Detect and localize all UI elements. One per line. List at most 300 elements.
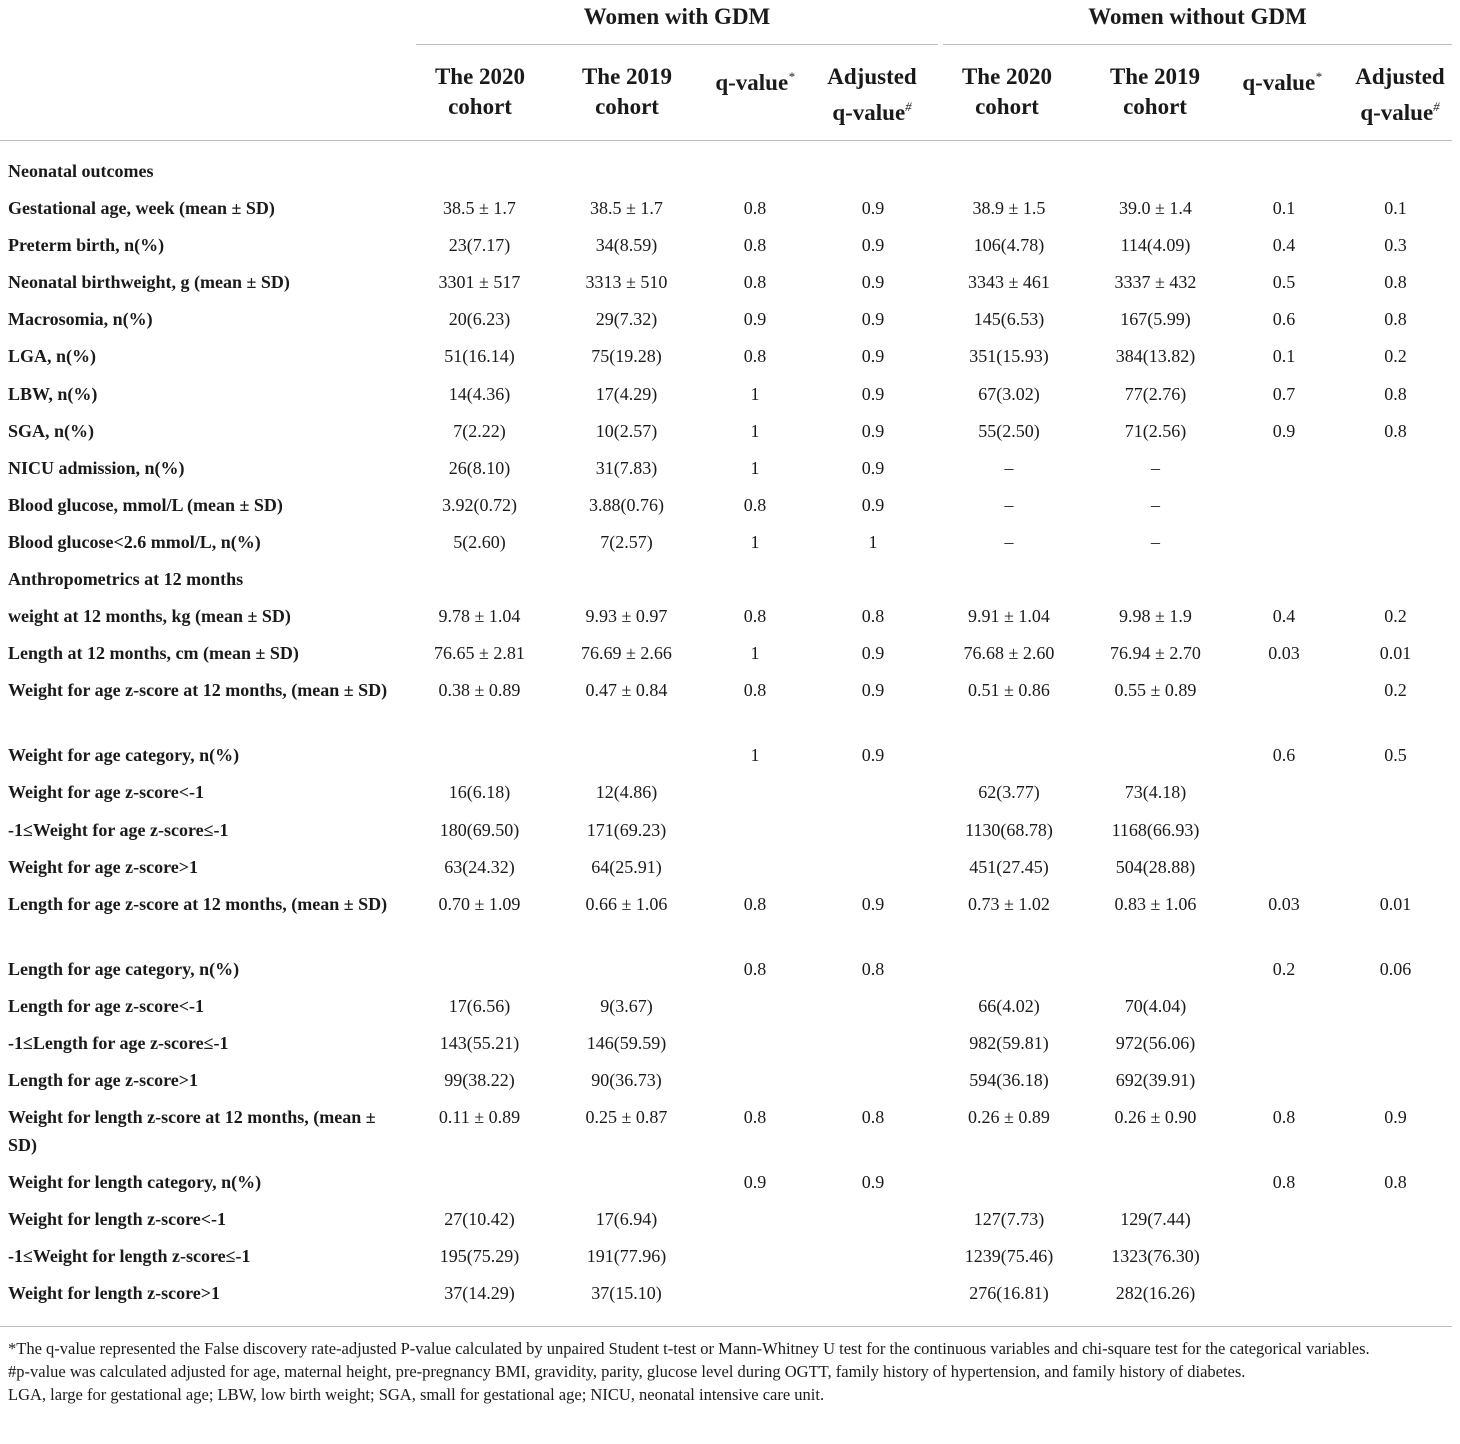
footnote-adjusted: #p-value was calculated adjusted for age, maternal height, pre-pregnancy BMI, gravidity, parity, glucose level during OGTT, family history of hypertension, and family history of diabetes. xyxy=(8,1362,1246,1381)
table-cell xyxy=(700,1238,810,1275)
table-cell: 3313 ± 510 xyxy=(585,272,668,293)
row-label: Weight for age z-score at 12 months, (mean ± SD) xyxy=(8,680,388,701)
row-label: -1≤Length for age z-score≤-1 xyxy=(8,1032,229,1053)
table-cell xyxy=(406,561,553,598)
table-cell: 0.25 ± 0.87 xyxy=(585,1107,668,1128)
table-cell: 0.5 xyxy=(1272,272,1296,293)
table-cell: 0.9 xyxy=(861,235,885,256)
table-cell: 0.9 xyxy=(861,383,885,404)
table-cell: 0.6 xyxy=(1272,309,1296,330)
table-cell: 0.2 xyxy=(1272,958,1296,979)
table-cell xyxy=(1339,812,1452,849)
table-cell: 114(4.09) xyxy=(1120,235,1191,256)
row-label: Weight for length z-score>1 xyxy=(8,1283,221,1304)
table-cell: 276(16.81) xyxy=(969,1283,1049,1304)
table-row xyxy=(0,849,1452,886)
table-cell xyxy=(810,1201,936,1238)
table-cell xyxy=(553,1164,700,1201)
table-cell: 0.9 xyxy=(861,643,885,664)
table-cell: 0.8 xyxy=(743,958,767,979)
table-row xyxy=(0,561,1452,598)
table-cell: 0.9 xyxy=(861,745,885,766)
table-cell: – xyxy=(1151,531,1160,552)
column-header-line1: The 2020 xyxy=(434,64,526,89)
table-cell: 0.4 xyxy=(1272,606,1296,627)
table-row xyxy=(0,812,1452,849)
table-row xyxy=(0,737,1452,774)
table-cell xyxy=(810,988,936,1025)
table-cell xyxy=(1339,1275,1452,1312)
table-cell xyxy=(1339,1201,1452,1238)
row-label: LGA, n(%) xyxy=(8,346,97,367)
column-header xyxy=(405,62,555,122)
table-cell xyxy=(1339,450,1452,487)
table-cell: 0.47 ± 0.84 xyxy=(585,680,668,701)
table-cell xyxy=(1229,1025,1339,1062)
data-table xyxy=(0,153,1452,1312)
table-cell: 1239(75.46) xyxy=(964,1246,1054,1267)
row-label: Macrosomia, n(%) xyxy=(8,309,153,330)
table-cell xyxy=(1082,737,1229,774)
table-cell xyxy=(553,951,700,988)
table-cell: 0.3 xyxy=(1384,235,1407,256)
table-cell: 17(6.56) xyxy=(448,995,511,1016)
table-cell xyxy=(1339,1062,1452,1099)
table-cell xyxy=(700,1062,810,1099)
table-cell: 0.06 xyxy=(1379,958,1412,979)
row-label: Preterm birth, n(%) xyxy=(8,235,165,256)
table-row xyxy=(0,672,1452,737)
table-cell: 99(38.22) xyxy=(444,1069,515,1090)
table-cell xyxy=(700,153,810,190)
table-cell: 0.2 xyxy=(1384,606,1407,627)
row-label: Blood glucose, mmol/L (mean ± SD) xyxy=(8,494,283,515)
table-cell: 0.11 ± 0.89 xyxy=(438,1107,521,1128)
table-cell xyxy=(1339,153,1452,190)
table-cell xyxy=(1229,849,1339,886)
column-header xyxy=(932,62,1082,122)
table-cell: 9(3.67) xyxy=(600,995,653,1016)
table-cell: 0.03 xyxy=(1268,893,1300,914)
table-cell: 51(16.14) xyxy=(444,346,515,367)
table-cell: 692(39.91) xyxy=(1115,1069,1196,1090)
table-cell xyxy=(810,1062,936,1099)
table-row xyxy=(0,951,1452,988)
table-cell: 0.2 xyxy=(1384,346,1407,367)
column-header-line2: cohort xyxy=(1123,94,1187,119)
table-cell: 5(2.60) xyxy=(453,531,506,552)
table-cell: 1168(66.93) xyxy=(1111,819,1200,840)
table-cell: 20(6.23) xyxy=(448,309,511,330)
table-cell: 1 xyxy=(750,457,760,478)
table-cell xyxy=(810,1238,936,1275)
table-cell: 0.8 xyxy=(1272,1107,1296,1128)
table-cell: 76.94 ± 2.70 xyxy=(1110,643,1201,664)
table-cell xyxy=(700,988,810,1025)
table-cell: 0.9 xyxy=(743,309,767,330)
table-cell xyxy=(1082,1164,1229,1201)
column-header xyxy=(797,62,947,128)
table-cell: 77(2.76) xyxy=(1124,383,1187,404)
table-cell: 0.8 xyxy=(861,1107,885,1128)
row-label: Anthropometrics at 12 months xyxy=(8,569,244,590)
table-cell: 0.8 xyxy=(1384,383,1407,404)
table-cell: 0.26 ± 0.90 xyxy=(1114,1107,1197,1128)
table-cell: 0.8 xyxy=(1384,1172,1407,1193)
table-cell: 0.9 xyxy=(861,1172,885,1193)
footnote-abbreviations: LGA, large for gestational age; LBW, low birth weight; SGA, small for gestational age; NICU, neonatal intensive care unit. xyxy=(8,1385,825,1404)
table-cell: 0.8 xyxy=(861,958,885,979)
table-cell: – xyxy=(1004,494,1014,515)
column-header-line1: The 2020 xyxy=(961,64,1053,89)
table-cell: 0.9 xyxy=(743,1172,767,1193)
table-row xyxy=(0,338,1452,375)
table-cell: 0.01 xyxy=(1379,643,1412,664)
group-header-without-gdm: Women without GDM xyxy=(1088,4,1307,29)
table-row xyxy=(0,1275,1452,1312)
table-cell: 0.55 ± 0.89 xyxy=(1114,680,1197,701)
table-cell: – xyxy=(1151,457,1160,478)
table-cell: 14(4.36) xyxy=(448,383,511,404)
table-cell: – xyxy=(1151,494,1160,515)
column-header-line1: q-value xyxy=(715,70,789,95)
table-cell: 1323(76.30) xyxy=(1111,1246,1200,1267)
table-cell: 0.8 xyxy=(1384,309,1407,330)
footnote-q-value: *The q-value represented the False discovery rate-adjusted P-value calculated by unpaired Student t-test or Mann-Whitney U test for the continuous variables and chi-square test for the categorical variables. xyxy=(8,1339,1370,1358)
table-row xyxy=(0,376,1452,413)
table-cell xyxy=(810,1025,936,1062)
table-cell: 0.9 xyxy=(861,272,885,293)
row-label: SGA, n(%) xyxy=(8,420,95,441)
table-cell: 39.0 ± 1.4 xyxy=(1119,198,1192,219)
table-cell xyxy=(1339,849,1452,886)
table-cell xyxy=(1082,561,1229,598)
table-cell: 0.8 xyxy=(743,494,767,515)
table-cell: 0.9 xyxy=(861,457,885,478)
table-row xyxy=(0,1025,1452,1062)
table-cell: 145(6.53) xyxy=(973,309,1045,330)
table-cell: 9.78 ± 1.04 xyxy=(438,606,521,627)
table-row xyxy=(0,1201,1452,1238)
row-label: Blood glucose<2.6 mmol/L, n(%) xyxy=(8,531,261,552)
table-cell: 3.92(0.72) xyxy=(442,494,517,515)
table-cell: 282(16.26) xyxy=(1115,1283,1196,1304)
table-cell: 0.8 xyxy=(743,198,767,219)
table-cell: 55(2.50) xyxy=(978,420,1040,441)
table-cell: 9.93 ± 0.97 xyxy=(585,606,668,627)
table-row xyxy=(0,450,1452,487)
table-cell: 0.8 xyxy=(743,346,767,367)
table-cell xyxy=(1339,1025,1452,1062)
table-cell: 17(4.29) xyxy=(595,383,658,404)
table-cell: 0.9 xyxy=(861,198,885,219)
table-cell xyxy=(1082,153,1229,190)
table-cell: 1 xyxy=(750,383,760,404)
table-cell xyxy=(810,774,936,811)
table-cell xyxy=(406,153,553,190)
table-cell: 3337 ± 432 xyxy=(1114,272,1197,293)
table-cell xyxy=(936,1164,1082,1201)
table-cell: 23(7.17) xyxy=(448,235,511,256)
column-header-line2: cohort xyxy=(595,94,659,119)
table-cell: 127(7.73) xyxy=(973,1209,1045,1230)
table-cell: 0.9 xyxy=(1272,420,1296,441)
table-cell: 0.9 xyxy=(861,309,885,330)
table-row xyxy=(0,1238,1452,1275)
row-label: Neonatal birthweight, g (mean ± SD) xyxy=(8,272,290,293)
table-cell xyxy=(1229,1275,1339,1312)
table-cell: 38.5 ± 1.7 xyxy=(590,198,663,219)
table-row xyxy=(0,487,1452,524)
table-cell: 1 xyxy=(750,420,760,441)
table-cell: 76.68 ± 2.60 xyxy=(963,643,1055,664)
table-cell: 3.88(0.76) xyxy=(589,494,664,515)
row-label: NICU admission, n(%) xyxy=(8,457,185,478)
table-row xyxy=(0,598,1452,635)
column-header-line2: cohort xyxy=(975,94,1039,119)
group-header-with-gdm: Women with GDM xyxy=(583,4,771,29)
table-cell xyxy=(810,849,936,886)
table-cell: 38.9 ± 1.5 xyxy=(972,198,1046,219)
table-cell: 195(75.29) xyxy=(439,1246,520,1267)
table-cell xyxy=(936,561,1082,598)
table-cell: 75(19.28) xyxy=(591,346,662,367)
table-cell: 0.6 xyxy=(1272,745,1296,766)
table-cell xyxy=(1229,561,1339,598)
column-header-line1: The 2019 xyxy=(581,64,673,89)
table-cell: 0.9 xyxy=(861,680,885,701)
table-cell: 1 xyxy=(750,643,760,664)
table-cell xyxy=(810,561,936,598)
table-cell: 70(4.04) xyxy=(1124,995,1187,1016)
table-cell: 9.98 ± 1.9 xyxy=(1119,606,1192,627)
table-cell xyxy=(700,774,810,811)
table-cell: 0.8 xyxy=(743,272,767,293)
table-cell: – xyxy=(1004,531,1014,552)
table-row xyxy=(0,774,1452,811)
row-label: Weight for length z-score at 12 months, (mean ± SD) xyxy=(8,1107,376,1156)
table-row xyxy=(0,227,1452,264)
table-cell: 0.8 xyxy=(743,1107,767,1128)
table-cell xyxy=(1229,487,1339,524)
row-label: Length for age z-score<-1 xyxy=(8,995,205,1016)
row-label: Weight for length category, n(%) xyxy=(8,1172,262,1193)
footnotes xyxy=(8,1337,1453,1406)
column-header-line1: q-value xyxy=(1242,70,1316,95)
table-cell xyxy=(700,1201,810,1238)
table-cell: 0.9 xyxy=(1384,1107,1407,1128)
table-cell: 0.01 xyxy=(1379,893,1412,914)
table-cell xyxy=(406,951,553,988)
table-row xyxy=(0,635,1452,672)
table-cell: 0.9 xyxy=(861,893,885,914)
table-cell: 0.38 ± 0.89 xyxy=(438,680,521,701)
table-cell: 0.1 xyxy=(1384,198,1407,219)
table-cell: 384(13.82) xyxy=(1115,346,1196,367)
row-label: Neonatal outcomes xyxy=(8,161,154,181)
table-cell: 129(7.44) xyxy=(1120,1209,1191,1230)
table-cell: 180(69.50) xyxy=(439,819,520,840)
table-cell: 71(2.56) xyxy=(1124,420,1187,441)
table-cell xyxy=(1339,561,1452,598)
group-rule-right xyxy=(943,44,1452,45)
table-cell: 7(2.22) xyxy=(453,420,506,441)
column-header xyxy=(1325,62,1460,128)
row-label: Weight for age category, n(%) xyxy=(8,745,240,766)
table-cell: 146(59.59) xyxy=(586,1032,667,1053)
table-cell: 0.70 ± 1.09 xyxy=(438,893,521,914)
table-cell xyxy=(1082,951,1229,988)
table-cell xyxy=(810,1275,936,1312)
table-cell: 7(2.57) xyxy=(600,531,653,552)
table-cell: 62(3.77) xyxy=(978,782,1040,803)
row-label: Weight for length z-score<-1 xyxy=(8,1209,227,1230)
table-row xyxy=(0,1062,1452,1099)
table-cell: 3343 ± 461 xyxy=(968,272,1050,293)
table-cell: 63(24.32) xyxy=(444,856,515,877)
table-cell: 0.5 xyxy=(1384,745,1407,766)
row-label: Length at 12 months, cm (mean ± SD) xyxy=(8,643,299,664)
column-header-line2: q-value xyxy=(1360,100,1434,125)
table-cell: 3301 ± 517 xyxy=(438,272,521,293)
row-label: Gestational age, week (mean ± SD) xyxy=(8,198,275,219)
row-label: -1≤Weight for age z-score≤-1 xyxy=(8,819,229,840)
table-cell xyxy=(810,812,936,849)
table-cell: 12(4.86) xyxy=(595,782,658,803)
table-cell: 106(4.78) xyxy=(973,235,1045,256)
table-cell: 31(7.83) xyxy=(595,457,658,478)
footer-divider xyxy=(0,1326,1452,1327)
column-header-line1: Adjusted xyxy=(827,64,917,89)
table-cell: 76.65 ± 2.81 xyxy=(434,643,525,664)
table-cell xyxy=(1339,988,1452,1025)
table-cell xyxy=(1229,524,1339,561)
table-cell xyxy=(1229,1062,1339,1099)
column-header-line2: q-value xyxy=(832,100,906,125)
column-header-line1: Adjusted xyxy=(1355,64,1445,89)
table-cell: 29(7.32) xyxy=(595,309,658,330)
table-cell: 451(27.45) xyxy=(969,856,1049,877)
table-cell: 0.8 xyxy=(1272,1172,1296,1193)
table-cell: 0.03 xyxy=(1268,643,1300,664)
table-cell xyxy=(406,1164,553,1201)
table-cell: 0.7 xyxy=(1272,383,1296,404)
table-cell xyxy=(936,951,1082,988)
table-row xyxy=(0,190,1452,227)
table-cell: 0.51 ± 0.86 xyxy=(968,680,1050,701)
group-rule-left xyxy=(416,44,938,45)
table-cell: 67(3.02) xyxy=(978,383,1040,404)
table-cell: 0.1 xyxy=(1272,346,1296,367)
table-cell: 27(10.42) xyxy=(444,1209,515,1230)
table-cell: 37(15.10) xyxy=(591,1283,662,1304)
table-cell: 34(8.59) xyxy=(595,235,658,256)
table-cell xyxy=(936,153,1082,190)
table-cell: 0.66 ± 1.06 xyxy=(585,893,668,914)
row-label: Length for age z-score>1 xyxy=(8,1069,199,1090)
table-cell xyxy=(936,737,1082,774)
table-cell: 0.2 xyxy=(1384,680,1407,701)
table-cell: 64(25.91) xyxy=(591,856,662,877)
table-cell: 1 xyxy=(750,531,760,552)
table-cell xyxy=(700,1025,810,1062)
table-cell: 90(36.73) xyxy=(591,1069,662,1090)
table-cell xyxy=(1229,153,1339,190)
table-cell: 1 xyxy=(868,531,878,552)
table-cell xyxy=(700,849,810,886)
table-row xyxy=(0,301,1452,338)
table-row xyxy=(0,153,1452,190)
table-cell: 504(28.88) xyxy=(1115,856,1196,877)
table-cell xyxy=(700,561,810,598)
table-cell: 0.8 xyxy=(743,235,767,256)
footnote-marker: # xyxy=(1433,99,1440,114)
table-cell xyxy=(1229,450,1339,487)
table-cell: 0.9 xyxy=(861,346,885,367)
table-cell: 0.8 xyxy=(743,606,767,627)
footnote-marker: * xyxy=(788,69,795,84)
table-cell xyxy=(1229,988,1339,1025)
table-row xyxy=(0,413,1452,450)
table-cell: 1 xyxy=(750,745,760,766)
table-cell: 38.5 ± 1.7 xyxy=(443,198,516,219)
table-cell: 191(77.96) xyxy=(586,1246,667,1267)
table-cell: 76.69 ± 2.66 xyxy=(581,643,672,664)
table-cell xyxy=(1339,524,1452,561)
table-cell: 594(36.18) xyxy=(969,1069,1049,1090)
table-cell xyxy=(1229,672,1339,737)
table-cell: 26(8.10) xyxy=(448,457,511,478)
table-cell xyxy=(1229,1238,1339,1275)
table-cell: 171(69.23) xyxy=(586,819,667,840)
table-cell xyxy=(700,1275,810,1312)
row-label: Length for age category, n(%) xyxy=(8,958,240,979)
table-cell xyxy=(810,153,936,190)
table-cell xyxy=(700,812,810,849)
table-cell: 73(4.18) xyxy=(1124,782,1187,803)
header-divider xyxy=(0,140,1452,141)
row-label: weight at 12 months, kg (mean ± SD) xyxy=(8,606,291,627)
table-cell xyxy=(1229,812,1339,849)
table-cell: 66(4.02) xyxy=(978,995,1040,1016)
table-cell: 0.8 xyxy=(743,893,767,914)
table-cell: 0.26 ± 0.89 xyxy=(968,1107,1050,1128)
table-cell: 0.73 ± 1.02 xyxy=(968,893,1050,914)
table-cell xyxy=(553,153,700,190)
table-cell: 10(2.57) xyxy=(595,420,658,441)
table-cell xyxy=(553,737,700,774)
table-row xyxy=(0,1099,1452,1164)
row-label: LBW, n(%) xyxy=(8,383,98,404)
table-cell xyxy=(1229,1201,1339,1238)
table-cell: 16(6.18) xyxy=(448,782,511,803)
table-cell: 0.8 xyxy=(1384,420,1407,441)
column-header-line1: The 2019 xyxy=(1109,64,1201,89)
table-cell: 0.8 xyxy=(1384,272,1407,293)
table-row xyxy=(0,1164,1452,1201)
table-cell: 0.4 xyxy=(1272,235,1296,256)
table-row xyxy=(0,886,1452,951)
table-cell: 167(5.99) xyxy=(1120,309,1191,330)
table-cell xyxy=(1339,774,1452,811)
table-row xyxy=(0,524,1452,561)
table-cell: 0.8 xyxy=(861,606,885,627)
table-cell: 0.9 xyxy=(861,420,885,441)
table-row xyxy=(0,988,1452,1025)
table-cell: 17(6.94) xyxy=(595,1209,658,1230)
table-cell: 9.91 ± 1.04 xyxy=(968,606,1050,627)
table-cell: 1130(68.78) xyxy=(965,819,1053,840)
